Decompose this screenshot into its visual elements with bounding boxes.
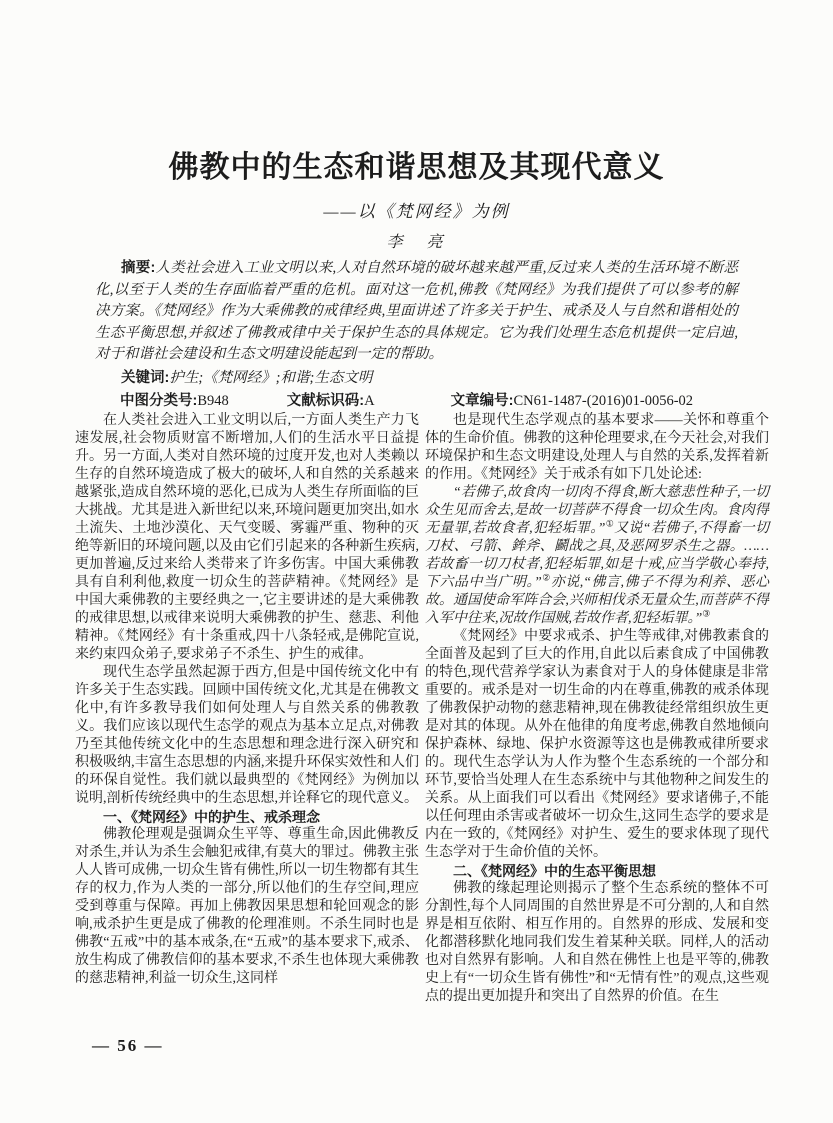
body-paragraph: 佛教伦理观是强调众生平等、尊重生命,因此佛教反对杀生,并认为杀生会触犯戒律,有莫大的罪过。佛教主张人人皆可成佛,一切众生皆有佛性,所以一切生物都有其生存的权力,作为人类的一部分,所以他们的生存空间,理应受到尊重与保障。再加上佛教因果思想和轮回观念的影响,戒杀护生更是成了佛教的伦理准则。不杀生同时也是佛教“五戒”中的基本戒条,在“五戒”的基本要求下,戒杀、放生构成了佛教信仰的基本要求,不杀生也体现大乘佛教的慈悲精神,利益一切众生,这同样 [75,827,419,986]
footnote-ref-3: ③ [702,608,711,619]
body-paragraph: 在人类社会进入工业文明以后,一方面人类生产力飞速发展,社会物质财富不断增加,人们的生活水平日益提升。另一方面,人类对自然环境的过度开发,也对人类赖以生存的自然环境造成了极大的破坏,人和自然的关系越来越紧张,造成自然环境的恶化,已成为人类生存所面临的巨大挑战。尤其是进入新世纪以来,环境问题更加突出,如水土流失、土地沙漠化、天气变暖、雾霾严重、物种的灭绝等新旧的环境问题,以及由它们引起来的各种新生疾病,更加普遍,反过来给人类带来了许多伤害。中国大乘佛教具有自利利他,救度一切众生的菩萨精神。《梵网经》是中国大乘佛教的主要经典之一,它主要讲述的是大乘佛教的戒律思想,以戒律来说明大乘佛教的护生、慈悲、利他精神。《梵网经》有十条重戒,四十八条轻戒,是佛陀宣说,来约束四众弟子,要求弟子不杀生、护生的戒律。 [75,413,419,662]
quote-segment: 亦说,“佛言,佛子不得为利养、恶心故。通国使命军阵合会,兴师相伐杀无量众生,而菩萨不得入军中往来,况故作国贼,若故作者,犯轻垢罪。” [425,575,769,626]
clc-value: B948 [197,393,229,409]
section-heading-1: 一、《梵网经》中的护生、戒杀理念 [103,809,320,825]
article-number [451,393,693,409]
sutra-quote [425,484,769,628]
clc-label: 中图分类号: [120,393,198,409]
abstract-block [95,258,738,366]
section-heading-2: 二、《梵网经》中的生态平衡思想 [453,863,656,879]
paper-title: 佛教中的生态和谐思想及其现代意义 [168,151,665,184]
footnote-ref-2: ② [541,572,551,583]
keywords-text: 护生;《梵网经》;和谐;生态文明 [169,370,373,386]
paper-author: 李 亮 [386,234,447,251]
body-paragraph: 也是现代生态学观点的基本要求——关怀和尊重个体的生命价值。佛教的这种伦理要求,在今天社会,对我们环境保护和生态文明建设,处理人与自然的关系,发挥着新的作用。《梵网经》关于戒杀有如下几处论述: [425,413,769,482]
quote-segment: 又说“若佛子,不得畜一切刀杖、弓箭、鉾斧、鬬战之具,及恶网罗杀生之器。……若故畜一切刀杖者,犯轻垢罪,如是十戒,应当学敬心奉持,下六品中当广明。” [425,521,769,590]
document-code-label: 文献标识码: [286,393,365,409]
body-paragraph: 现代生态学虽然起源于西方,但是中国传统文化中有许多关于生态实践。回顾中国传统文化,尤其是在佛教文化中,有许多教导我们如何处理人与自然关系的佛教教义。我们应该以现代生态学的观点为基本立足点,对佛教乃至其他传统文化中的生态思想和理念进行深入研究和积极吸纳,丰富生态思想的内涵,来提升环保实效性和人们的环保自觉性。我们就以最典型的《梵网经》为例加以说明,剖析传统经典中的生态思想,并诠释它的现代意义。 [75,665,419,806]
paper-subtitle: ——以《梵网经》为例 [323,202,510,221]
article-number-label: 文章编号: [450,393,514,409]
abstract-text: 人类社会进入工业文明以来,人对自然环境的破坏越来越严重,反过来人类的生活环境不断恶化,以至于人类的生存面临着严重的危机。面对这一危机,佛教《梵网经》为我们提供了可以参考的解决方案。《梵网经》作为大乘佛教的戒律经典,里面讲述了许多关于护生、戒杀及人与自然和谐相处的生态平衡思想,并叙述了佛教戒律中关于保护生态的具体规定。它为我们处理生态危机提供一定启迪,对于和谐社会建设和生态文明建设能起到一定的帮助。 [95,260,738,362]
body-columns [75,412,769,1006]
document-code-value: A [364,393,375,409]
keywords-line [95,366,738,387]
footnote-ref-1: ① [605,518,615,529]
keywords-label: 关键词: [121,370,170,386]
body-paragraph: 《梵网经》中要求戒杀、护生等戒律,对佛教素食的全面普及起到了巨大的作用,自此以后素食成了中国佛教的特色,现代营养学家认为素食对于人的身体健康是非常重要的。戒杀是对一切生命的内在尊重,佛教的戒杀体现了佛教保护动物的慈悲精神,现在佛教徒经常组织放生更是对其的体现。从外在他律的角度考虑,佛教自然地倾向保护森林、绿地、保护水资源等这也是佛教戒律所要求的。现代生态学认为人作为整个生态系统的一个部分和环节,要恰当处理人在生态系统中与其他物种之间发生的关系。从上面我们可以看出《梵网经》要求诸佛子,不能以任何理由杀害或者破坏一切众生,这同生态学的要求是内在一致的,《梵网经》对护生、爱生的要求体现了现代生态学对于生命价值的关怀。 [425,629,769,860]
document-code [287,393,375,409]
quote-segment: “若佛子,故食肉一切肉不得食,断大慈悲性种子,一切众生见而舍去,是故一切菩萨不得食一切众生肉。食肉得无量罪,若故食者,犯轻垢罪。” [425,485,769,536]
left-column [75,412,419,1006]
body-paragraph: 佛教的缘起理论则揭示了整个生态系统的整体不可分割性,每个人同周围的自然世界是不可分割的,人和自然界是相互依附、相互作用的。自然界的形成、发展和变化都潜移默化地同我们发生着某种关联。同样,人的活动也对自然界有影响。人和自然在佛性上也是平等的,佛教史上有“一切众生皆有佛性”和“无情有性”的观点,这些观点的提出更加提升和突出了自然界的价值。在生 [425,881,769,1004]
page-number: — 56 — [92,1036,164,1055]
article-number-value: CN61-1487-(2016)01-0056-02 [513,393,694,409]
publication-info [120,389,740,410]
right-column [425,412,769,1006]
abstract-label: 摘要: [121,260,156,276]
clc-number [120,393,229,409]
